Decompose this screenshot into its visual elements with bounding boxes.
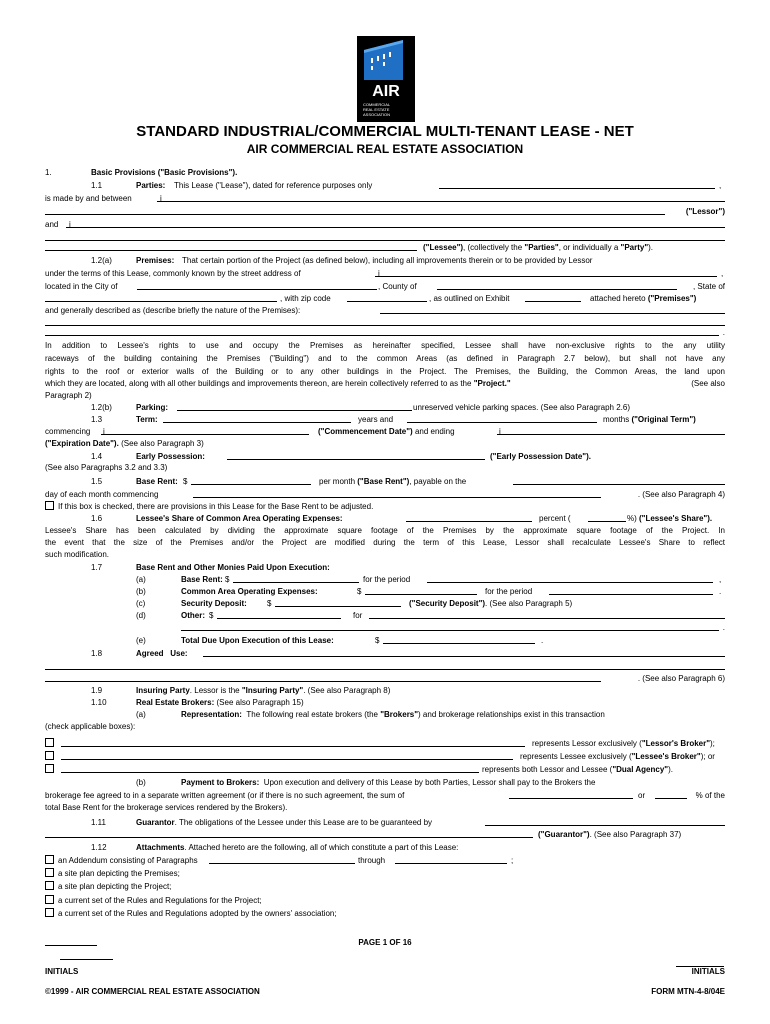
static-text: , County of bbox=[378, 282, 417, 291]
static-text: attached hereto bbox=[590, 294, 646, 303]
static-text: . bbox=[722, 328, 725, 337]
base-rent-period-field[interactable] bbox=[427, 573, 713, 583]
early-possession-label: ("Early Possession Date"). bbox=[490, 452, 591, 461]
site-plan-premises-checkbox[interactable] bbox=[45, 868, 54, 877]
lessor-name-field[interactable] bbox=[157, 192, 725, 202]
street-address-field[interactable] bbox=[375, 267, 717, 277]
static-text: Upon execution and delivery of this Lease by both Parties, Lessor shall pay to the Brokers the bbox=[263, 778, 596, 787]
static-text: , with zip code bbox=[280, 294, 331, 303]
lessee-share-pct-field[interactable] bbox=[588, 512, 626, 522]
static-text: (See also Paragraph 15) bbox=[216, 698, 304, 707]
static-text: months bbox=[603, 415, 630, 424]
guarantor-line-2 bbox=[45, 828, 725, 841]
static-text: per month bbox=[319, 477, 356, 486]
static-text: , State of bbox=[692, 282, 725, 291]
section-label: Insuring Party bbox=[136, 686, 190, 695]
static-text: . The obligations of the Lessee under this Lease are to be guaranteed by bbox=[174, 818, 433, 827]
brokerage-sum-field[interactable] bbox=[509, 789, 633, 799]
static-text: That certain portion of the Project (as defined below), including all improvements therein or to be provided by Lessor bbox=[182, 256, 593, 265]
page-subtitle: AIR COMMERCIAL REAL ESTATE ASSOCIATION bbox=[246, 142, 524, 156]
term-months-field[interactable] bbox=[407, 413, 597, 423]
static-text: $ bbox=[267, 599, 272, 608]
broker-row-2 bbox=[45, 750, 725, 763]
payable-day-field[interactable] bbox=[513, 475, 725, 485]
guarantor-label: ("Guarantor") bbox=[538, 830, 590, 839]
static-text: $ bbox=[183, 477, 188, 486]
addendum-checkbox[interactable] bbox=[45, 855, 54, 864]
static-text: , or individually a bbox=[558, 243, 619, 252]
static-text: percent ( bbox=[539, 514, 571, 523]
rules-association-checkbox[interactable] bbox=[45, 908, 54, 917]
static-text: and ending bbox=[414, 427, 455, 436]
brokers-label: "Brokers" bbox=[380, 710, 419, 719]
section-label: Attachments bbox=[136, 843, 185, 852]
static-text: $ bbox=[225, 575, 230, 584]
section-label: Parties: bbox=[136, 181, 166, 190]
broker-row-3 bbox=[45, 763, 725, 776]
and-line bbox=[45, 218, 725, 231]
brokerage-pct-field[interactable] bbox=[655, 789, 687, 799]
lessee-line bbox=[45, 241, 725, 254]
text-cursor-mark: i bbox=[378, 269, 380, 278]
broker-label: "Dual Agency" bbox=[612, 765, 669, 774]
section-1 bbox=[45, 166, 725, 179]
cam-period-field[interactable] bbox=[549, 585, 713, 595]
static-text: a site plan depicting the Premises; bbox=[58, 869, 180, 878]
parking-spaces-field[interactable] bbox=[177, 401, 412, 411]
section-label: Parking: bbox=[136, 403, 169, 412]
lessee-share-label: ("Lessee's Share"). bbox=[639, 514, 713, 523]
static-text: , bbox=[721, 269, 724, 278]
other-for-field-2[interactable] bbox=[181, 621, 719, 631]
share-para-1: Lessee's Share has been calculated by dividing the approximate square footage of the Premises by the approximate square footage of the Project. In bbox=[45, 526, 725, 535]
expiration-date-field[interactable] bbox=[497, 425, 725, 435]
addendum-from-field[interactable] bbox=[209, 854, 355, 864]
static-text: The following real estate brokers (the bbox=[246, 710, 378, 719]
section-label: Lessee's Share of Common Area Operating Expenses: bbox=[136, 514, 343, 523]
dual-agency-field[interactable] bbox=[61, 763, 479, 773]
page-title: STANDARD INDUSTRIAL/COMMERCIAL MULTI-TENANT LEASE - NET bbox=[136, 123, 634, 140]
section-1-12 bbox=[45, 841, 725, 854]
page-number: PAGE 1 OF 16 bbox=[358, 938, 412, 947]
section-label: Base Rent and Other Monies Paid Upon Execution: bbox=[136, 563, 330, 572]
static-text: . (See also Paragraph 4) bbox=[637, 490, 725, 499]
initials-label-right: INITIALS bbox=[691, 967, 725, 976]
static-text: through bbox=[358, 856, 386, 865]
section-number: 1.4 bbox=[91, 452, 103, 461]
base-rent-paid-field[interactable] bbox=[233, 573, 359, 583]
static-text: . Lessor is the bbox=[189, 686, 240, 695]
security-deposit-field[interactable] bbox=[275, 597, 401, 607]
lessor-line bbox=[45, 205, 725, 218]
text-cursor-mark: i bbox=[499, 427, 501, 436]
static-text: located in the City of bbox=[45, 282, 118, 291]
section-label: Term: bbox=[136, 415, 158, 424]
attachment-row bbox=[45, 894, 725, 907]
exhibit-field[interactable] bbox=[525, 292, 581, 302]
static-text: ; bbox=[511, 856, 514, 865]
section-1-5 bbox=[45, 475, 725, 488]
base-rent-label: ("Base Rent") bbox=[357, 477, 410, 486]
section-number: 1.3 bbox=[91, 415, 103, 424]
static-text: , as outlined on Exhibit bbox=[429, 294, 510, 303]
broker-label: "Lessee's Broker" bbox=[631, 752, 701, 761]
section-1-10b bbox=[45, 776, 725, 789]
static-text: . bbox=[541, 636, 544, 645]
commencement-label: ("Commencement Date") bbox=[318, 427, 413, 436]
static-text: represents Lessee exclusively ( bbox=[520, 752, 632, 761]
building-icon bbox=[357, 36, 415, 86]
static-text: $ bbox=[375, 636, 380, 645]
item-label: Common Area Operating Expenses: bbox=[181, 587, 318, 596]
static-text: represents both Lessor and Lessee ( bbox=[482, 765, 613, 774]
static-text: . Attached hereto are the following, all of which constitute a part of this Lease: bbox=[184, 843, 459, 852]
logo-sub-1: COMMERCIAL bbox=[363, 102, 391, 107]
static-text: (See also bbox=[691, 379, 725, 388]
guarantor-field[interactable] bbox=[485, 816, 725, 826]
section-label: Early Possession: bbox=[136, 452, 205, 461]
static-text: which they are located, along with all other buildings and improvements thereon, are herein collectively referred to as the bbox=[45, 379, 472, 388]
section-number: 1.9 bbox=[91, 686, 103, 695]
logo-name: AIR bbox=[372, 83, 400, 100]
static-text: unreserved vehicle parking spaces. (See also Paragraph 2.6) bbox=[413, 403, 631, 412]
static-text: for bbox=[353, 611, 363, 620]
section-label-2: Use: bbox=[170, 649, 188, 658]
static-text: is made by and between bbox=[45, 194, 132, 203]
static-text: (See also Paragraph 3) bbox=[121, 439, 204, 448]
county-field[interactable] bbox=[437, 280, 677, 290]
static-text: If this box is checked, there are provisions in this Lease for the Base Rent to be adjusted. bbox=[58, 502, 374, 511]
broker-row-1 bbox=[45, 737, 725, 750]
static-text: ); or bbox=[700, 752, 715, 761]
total-due-field[interactable] bbox=[383, 634, 535, 644]
section-label: Agreed bbox=[136, 649, 164, 658]
para-line-1: In addition to Lessee's rights to use and occupy the Premises as hereinafter specified, Lessee shall have non-exclusive rights to the any utility bbox=[45, 341, 725, 350]
rules-project-checkbox[interactable] bbox=[45, 895, 54, 904]
static-text: This Lease ("Lease"), dated for reference purposes only bbox=[174, 181, 373, 190]
static-text: brokerage fee agreed to in a separate written agreement (or if there is no such agreement, the sum of bbox=[45, 791, 405, 800]
section-number: 1.12 bbox=[91, 843, 107, 852]
premises-description-field[interactable] bbox=[380, 304, 725, 314]
item-label: Other: bbox=[181, 611, 205, 620]
dual-agency-checkbox[interactable] bbox=[45, 764, 54, 773]
static-text: . bbox=[719, 587, 722, 596]
check-applicable: (check applicable boxes): bbox=[45, 722, 136, 731]
section-number: 1.8 bbox=[91, 649, 103, 658]
static-text: for the period bbox=[485, 587, 533, 596]
static-text: and generally described as (describe briefly the nature of the Premises): bbox=[45, 306, 301, 315]
lessee-name-field-3[interactable] bbox=[45, 241, 417, 251]
static-text: . (See also Paragraph 8) bbox=[303, 686, 391, 695]
city-field[interactable] bbox=[137, 280, 377, 290]
section-label: Payment to Brokers: bbox=[181, 778, 260, 787]
initials-field-3[interactable] bbox=[676, 957, 724, 967]
premises-description-field-3[interactable] bbox=[45, 326, 719, 336]
static-text: a current set of the Rules and Regulations adopted by the owners' association; bbox=[58, 909, 337, 918]
static-text: . (See also Paragraph 6) bbox=[637, 674, 725, 683]
agreed-use-field[interactable] bbox=[203, 647, 725, 657]
section-1-1 bbox=[45, 179, 725, 192]
para-line-5: Paragraph 2) bbox=[45, 391, 92, 400]
item-letter: (a) bbox=[136, 710, 146, 719]
section-number: 1.2(a) bbox=[91, 256, 112, 265]
state-field[interactable] bbox=[45, 292, 277, 302]
logo-sub-3: ASSOCIATION bbox=[363, 112, 391, 117]
static-text: a site plan depicting the Project; bbox=[58, 882, 172, 891]
section-label: Guarantor bbox=[136, 818, 175, 827]
term-years-field[interactable] bbox=[163, 413, 351, 423]
static-text: commencing bbox=[45, 427, 91, 436]
static-text: represents Lessor exclusively ( bbox=[532, 739, 642, 748]
logo-sub-2: REAL ESTATE bbox=[363, 107, 390, 112]
static-text: years and bbox=[358, 415, 394, 424]
lessor-broker-checkbox[interactable] bbox=[45, 738, 54, 747]
section-1-8 bbox=[45, 647, 725, 660]
attachment-row bbox=[45, 880, 725, 893]
section-number: 1.10 bbox=[91, 698, 107, 707]
lessee-broker-field[interactable] bbox=[61, 750, 513, 760]
party-label: "Party" bbox=[620, 243, 649, 252]
section-number: 1.7 bbox=[91, 563, 103, 572]
lessee-label: ("Lessee") bbox=[423, 243, 464, 252]
broker-label: "Lessor's Broker" bbox=[641, 739, 711, 748]
addendum-row bbox=[45, 854, 725, 867]
item-letter: (a) bbox=[136, 575, 146, 584]
lessee-name-field-2[interactable] bbox=[45, 231, 725, 241]
static-text: and bbox=[45, 220, 59, 229]
other-for-field[interactable] bbox=[369, 609, 725, 619]
section-label: Basic Provisions ("Basic Provisions"). bbox=[91, 168, 238, 177]
lessee-share-field[interactable] bbox=[406, 512, 532, 522]
item-letter: (d) bbox=[136, 611, 146, 620]
initials-field-2[interactable] bbox=[60, 950, 113, 960]
form-number: FORM MTN-4-8/04E bbox=[651, 987, 725, 996]
item-d-line-2 bbox=[45, 621, 725, 634]
section-label: Base Rent: bbox=[136, 477, 178, 486]
static-text: $ bbox=[357, 587, 362, 596]
copyright: ©1999 - AIR COMMERCIAL REAL ESTATE ASSOCIATION bbox=[45, 987, 260, 996]
zip-code-field[interactable] bbox=[347, 292, 427, 302]
early-possession-field[interactable] bbox=[227, 450, 485, 460]
item-label: Security Deposit: bbox=[181, 599, 247, 608]
project-label: "Project." bbox=[473, 379, 511, 388]
item-letter: (b) bbox=[136, 778, 146, 787]
section-number: 1.2(b) bbox=[91, 403, 112, 412]
expiration-line bbox=[45, 437, 725, 450]
lessee-broker-checkbox[interactable] bbox=[45, 751, 54, 760]
guarantor-field-2[interactable] bbox=[45, 828, 533, 838]
description-line-3 bbox=[45, 326, 725, 339]
item-letter: (b) bbox=[136, 587, 146, 596]
static-text: $ bbox=[209, 611, 214, 620]
address-line bbox=[45, 267, 725, 280]
initials-label-left: INITIALS bbox=[45, 967, 79, 976]
static-text: %) bbox=[627, 514, 637, 523]
static-text: ); bbox=[710, 739, 715, 748]
text-cursor-mark: i bbox=[69, 220, 71, 229]
static-text: , bbox=[719, 575, 722, 584]
cam-paid-field[interactable] bbox=[365, 585, 477, 595]
premises-label: ("Premises") bbox=[647, 294, 697, 303]
section-label: Representation: bbox=[181, 710, 242, 719]
item-label: Total Due Upon Execution of this Lease: bbox=[181, 636, 334, 645]
commencement-date-field[interactable] bbox=[101, 425, 309, 435]
static-text: , bbox=[719, 181, 722, 190]
static-text: . (See also Paragraph 37) bbox=[589, 830, 682, 839]
original-term-label: ("Original Term") bbox=[631, 415, 696, 424]
lessor-label: ("Lessor") bbox=[685, 207, 725, 216]
lease-date-field[interactable] bbox=[439, 179, 715, 189]
agreed-use-field-3[interactable] bbox=[45, 672, 601, 682]
item-label: Base Rent: bbox=[181, 575, 223, 584]
rent-adjust-checkbox[interactable] bbox=[45, 501, 54, 510]
static-text: day of each month commencing bbox=[45, 490, 159, 499]
para-line-2: raceways of the building containing the Premises ("Building") and to the common Areas (as defined in Paragraph 2.7 below), but shall not have any bbox=[45, 354, 725, 363]
text-cursor-mark: i bbox=[103, 427, 105, 436]
static-text: ). bbox=[668, 765, 673, 774]
static-text: . (See also Paragraph 5) bbox=[485, 599, 573, 608]
section-number: 1.6 bbox=[91, 514, 103, 523]
section-number: 1.1 bbox=[91, 181, 103, 190]
share-para-3: such modification. bbox=[45, 550, 110, 559]
insuring-party-label: "Insuring Party" bbox=[241, 686, 304, 695]
addendum-to-field[interactable] bbox=[395, 854, 507, 864]
item-letter: (e) bbox=[136, 636, 146, 645]
item-letter: (c) bbox=[136, 599, 146, 608]
total-base-line: total Base Rent for the brokerage services rendered by the Brokers). bbox=[45, 803, 288, 812]
static-text: , (collectively the bbox=[463, 243, 523, 252]
item-e bbox=[45, 634, 725, 647]
static-text: a current set of the Rules and Regulations for the Project; bbox=[58, 896, 262, 905]
section-label: Premises: bbox=[136, 256, 175, 265]
static-text: for the period bbox=[363, 575, 411, 584]
static-text: ). bbox=[648, 243, 654, 252]
see-32-line: (See also Paragraphs 3.2 and 3.3) bbox=[45, 463, 168, 472]
attachment-row bbox=[45, 867, 725, 880]
lessor-broker-field[interactable] bbox=[61, 737, 525, 747]
made-by-line bbox=[45, 192, 725, 205]
rent-commencing-field[interactable] bbox=[193, 488, 601, 498]
static-text: , payable on the bbox=[409, 477, 467, 486]
agreed-use-field-2[interactable] bbox=[45, 660, 725, 670]
static-text: % of the bbox=[695, 791, 725, 800]
section-number: 1.5 bbox=[91, 477, 103, 486]
site-plan-project-checkbox[interactable] bbox=[45, 881, 54, 890]
expiration-label: ("Expiration Date"). bbox=[45, 439, 119, 448]
static-text: an Addendum consisting of Paragraphs bbox=[58, 856, 198, 865]
share-para-2: the event that the size of the Premises and/or the Project are modified during the term of this Lease, Lessor shall recalculate Lessee's Share to reflect bbox=[45, 538, 725, 547]
section-number: 1. bbox=[45, 168, 52, 177]
lessor-name-field-2[interactable] bbox=[45, 205, 665, 215]
text-cursor-mark: i bbox=[160, 194, 162, 203]
premises-description-field-2[interactable] bbox=[45, 316, 725, 326]
air-logo bbox=[357, 36, 415, 122]
attachment-row bbox=[45, 907, 725, 920]
other-amount-field[interactable] bbox=[217, 609, 341, 619]
section-label: Real Estate Brokers: bbox=[136, 698, 215, 707]
section-1-2a bbox=[45, 254, 725, 267]
static-text: under the terms of this Lease, commonly known by the street address of bbox=[45, 269, 301, 278]
para-line-3: rights to the roof or exterior walls of the Building or to any other buildings in the Project. The Premises, the Building, the Common Areas, the land upon bbox=[45, 367, 725, 376]
security-deposit-label: ("Security Deposit") bbox=[409, 599, 486, 608]
static-text: or bbox=[638, 791, 646, 800]
lessee-name-field[interactable] bbox=[66, 218, 725, 228]
parties-label: "Parties" bbox=[524, 243, 559, 252]
static-text: ) and brokerage relationships exist in this transaction bbox=[418, 710, 605, 719]
section-number: 1.11 bbox=[91, 818, 106, 827]
base-rent-field[interactable] bbox=[191, 475, 311, 485]
static-text: . bbox=[722, 623, 725, 632]
